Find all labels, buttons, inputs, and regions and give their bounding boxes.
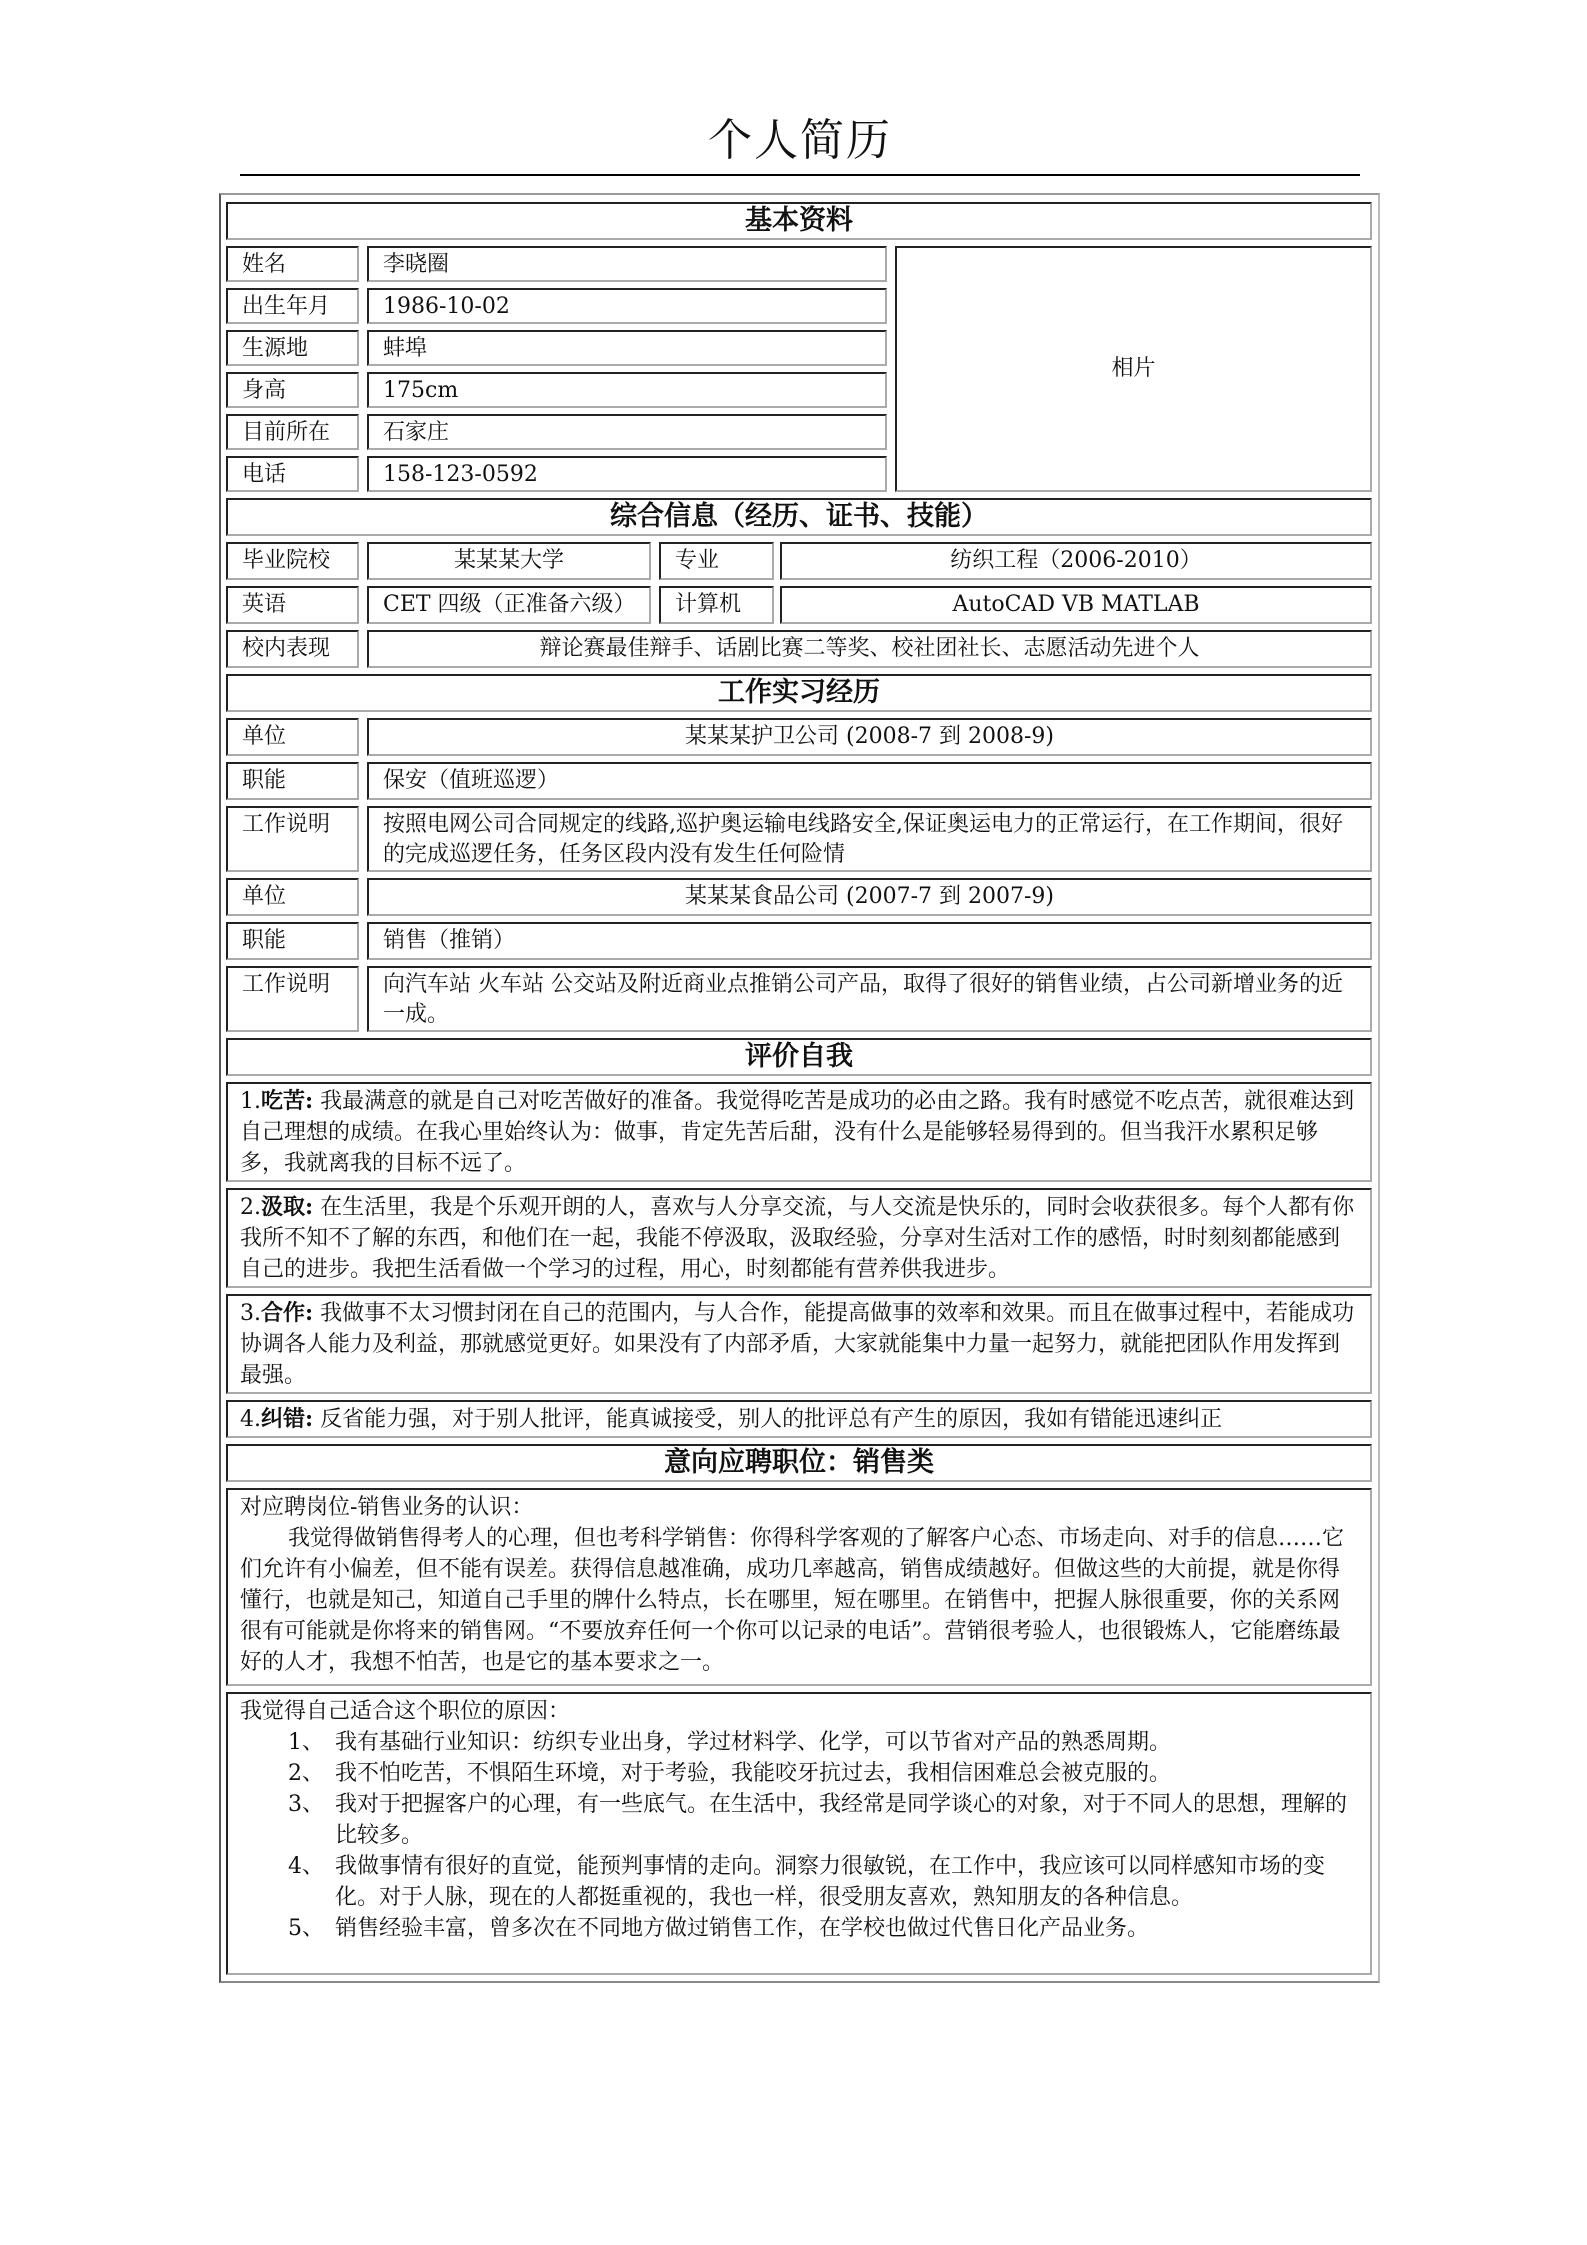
section-self-title: 评价自我 xyxy=(226,1038,1372,1076)
reason-text: 我不怕吃苦，不惧陌生环境，对于考验，我能咬牙抗过去，我相信困难总会被克服的。 xyxy=(335,1761,1172,1786)
section-basic-title: 基本资料 xyxy=(226,202,1372,240)
job2-unit-value: 某某某食品公司 (2007-7 到 2007-9) xyxy=(367,878,1372,916)
origin-label: 生源地 xyxy=(226,330,359,366)
reason-num: 5、 xyxy=(288,1916,324,1941)
reason-item xyxy=(240,1758,1358,1789)
job2-desc-value: 向汽车站 火车站 公交站及附近商业点推销公司产品，取得了很好的销售业绩，占公司新增业务的近一成。 xyxy=(367,966,1372,1032)
job1-unit-value: 某某某护卫公司 (2008-7 到 2008-9) xyxy=(367,718,1372,756)
self-item-num: 2. xyxy=(240,1195,261,1220)
major-value: 纺织工程（2006-2010） xyxy=(780,542,1372,580)
name-value: 李晓圈 xyxy=(367,246,887,282)
self-item xyxy=(226,1188,1372,1288)
section-work-title: 工作实习经历 xyxy=(226,674,1372,712)
reason-item xyxy=(240,1913,1358,1944)
school-value: 某某某大学 xyxy=(367,542,651,580)
job2-unit-label: 单位 xyxy=(226,878,359,916)
self-item-title: 汲取: xyxy=(261,1194,314,1220)
english-label: 英语 xyxy=(226,586,359,624)
job1-desc-label: 工作说明 xyxy=(226,806,359,872)
computer-value: AutoCAD VB MATLAB xyxy=(780,586,1372,624)
reason-num: 4、 xyxy=(288,1854,324,1879)
height-value: 175cm xyxy=(367,372,887,408)
english-value: CET 四级（正准备六级） xyxy=(367,586,651,624)
self-item-num: 3. xyxy=(240,1301,261,1326)
self-item xyxy=(226,1400,1372,1438)
self-item xyxy=(226,1294,1372,1394)
reason-item xyxy=(240,1727,1358,1758)
name-label: 姓名 xyxy=(226,246,359,282)
location-value: 石家庄 xyxy=(367,414,887,450)
reason-num: 2、 xyxy=(288,1761,324,1786)
birth-value: 1986-10-02 xyxy=(367,288,887,324)
reason-text: 我做事情有很好的直觉，能预判事情的走向。洞察力很敏锐，在工作中，我应该可以同样感知市场的变化。对于人脉，现在的人都挺重视的，我也一样，很受朋友喜欢，熟知朋友的各种信息。 xyxy=(335,1854,1326,1910)
section-intent-title: 意向应聘职位：销售类 xyxy=(226,1444,1372,1482)
self-item-text: 我最满意的就是自己对吃苦做好的准备。我觉得吃苦是成功的必由之路。我有时感觉不吃点苦，就很难达到自己理想的成绩。在我心里始终认为：做事，肯定先苦后甜，没有什么是能够轻易得到的。但当我汗水累积足够多，我就离我的目标不远了。 xyxy=(240,1089,1355,1176)
location-label: 目前所在 xyxy=(226,414,359,450)
title-divider xyxy=(240,174,1360,176)
job1-role-value: 保安（值班巡逻） xyxy=(367,762,1372,800)
self-item-text: 在生活里，我是个乐观开朗的人，喜欢与人分享交流，与人交流是快乐的，同时会收获很多。每个人都有你我所不知不了解的东西，和他们在一起，我能不停汲取，汲取经验，分享对生活对工作的感悟，时时刻刻都能感到自己的进步。我把生活看做一个学习的过程，用心，时刻都能有营养供我进步。 xyxy=(240,1195,1355,1282)
job1-unit-label: 单位 xyxy=(226,718,359,756)
self-item-text: 反省能力强，对于别人批评，能真诚接受，别人的批评总有产生的原因，我如有错能迅速纠正 xyxy=(313,1407,1223,1432)
phone-value: 158-123-0592 xyxy=(367,456,887,492)
reason-item xyxy=(240,1851,1358,1913)
photo-label: 相片 xyxy=(1111,356,1156,381)
reason-text: 销售经验丰富，曾多次在不同地方做过销售工作，在学校也做过代售日化产品业务。 xyxy=(335,1916,1150,1941)
campus-value: 辩论赛最佳辩手、话剧比赛二等奖、校社团社长、志愿活动先进个人 xyxy=(367,630,1372,668)
page-title: 个人简历 xyxy=(708,115,892,166)
self-item-num: 4. xyxy=(240,1407,261,1432)
reason-num: 1、 xyxy=(288,1730,324,1755)
self-item xyxy=(226,1082,1372,1182)
reason-text: 我有基础行业知识：纺织专业出身，学过材料学、化学，可以节省对产品的熟悉周期。 xyxy=(335,1730,1172,1755)
sales-view-box xyxy=(226,1488,1372,1686)
job1-role-label: 职能 xyxy=(226,762,359,800)
birth-label: 出生年月 xyxy=(226,288,359,324)
suitability-heading: 我觉得自己适合这个职位的原因： xyxy=(240,1699,571,1724)
photo-box xyxy=(895,246,1372,492)
height-label: 身高 xyxy=(226,372,359,408)
campus-label: 校内表现 xyxy=(226,630,359,668)
job2-role-label: 职能 xyxy=(226,922,359,960)
job2-role-value: 销售（推销） xyxy=(367,922,1372,960)
job2-desc-label: 工作说明 xyxy=(226,966,359,1032)
section-general-title: 综合信息（经历、证书、技能） xyxy=(226,498,1372,536)
reason-item xyxy=(240,1789,1358,1851)
job1-desc-value: 按照电网公司合同规定的线路,巡护奥运输电线路安全,保证奥运电力的正常运行，在工作期间，很好的完成巡逻任务，任务区段内没有发生任何险情 xyxy=(367,806,1372,872)
self-item-num: 1. xyxy=(240,1089,261,1114)
school-label: 毕业院校 xyxy=(226,542,359,580)
self-item-title: 吃苦: xyxy=(261,1088,314,1114)
major-label: 专业 xyxy=(659,542,774,580)
reason-text: 我对于把握客户的心理，有一些底气。在生活中，我经常是同学谈心的对象，对于不同人的思想，理解的比较多。 xyxy=(335,1792,1348,1848)
self-item-title: 纠错: xyxy=(261,1406,314,1432)
sales-view-text: 我觉得做销售得考人的心理，但也考科学销售：你得科学客观的了解客户心态、市场走向、对手的信息……它们允许有小偏差，但不能有误差。获得信息越准确，成功几率越高，销售成绩越好。但做这些的大前提，就是你得懂行，也就是知己，知道自己手里的牌什么特点，长在哪里，短在哪里。在销售中，把握人脉很重要，你的关系网很有可能就是你将来的销售网。“不要放弃任何一个你可以记录的电话”。营销很考验人，也很锻炼人，它能磨练最好的人才，我想不怕苦，也是它的基本要求之一。 xyxy=(240,1526,1345,1675)
origin-value: 蚌埠 xyxy=(367,330,887,366)
reason-num: 3、 xyxy=(288,1792,324,1817)
self-item-title: 合作: xyxy=(261,1300,314,1326)
self-item-text: 我做事不太习惯封闭在自己的范围内，与人合作，能提高做事的效率和效果。而且在做事过程中，若能成功协调各人能力及利益，那就感觉更好。如果没有了内部矛盾，大家就能集中力量一起努力，就能把团队作用发挥到最强。 xyxy=(240,1301,1355,1388)
computer-label: 计算机 xyxy=(659,586,774,624)
phone-label: 电话 xyxy=(226,456,359,492)
sales-view-heading: 对应聘岗位-销售业务的认识： xyxy=(240,1495,534,1520)
suitability-box xyxy=(226,1692,1372,1975)
